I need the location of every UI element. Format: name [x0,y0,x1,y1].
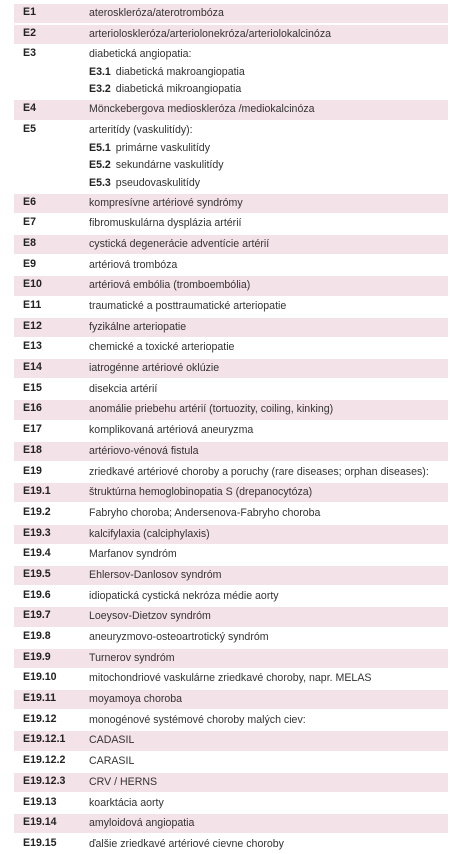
table-row [14,731,448,750]
table-row [14,587,448,606]
row-description [87,752,448,771]
table-row [14,380,448,399]
sub-item-text: primárne vaskulitídy [115,141,210,154]
row-description-text: cystická degenerácie adventície artérií [89,237,270,250]
row-code: E9 [23,257,36,270]
row-description-text: arteritídy (vaskulitídy): [89,124,193,137]
sub-item-text: sekundárne vaskulitídy [115,159,224,172]
row-code: E19.12.1 [23,733,66,746]
table-row [14,690,448,709]
row-description-text: kalcifylaxia (calciphylaxis) [89,527,210,540]
row-description-text: anomálie priebehu artérií (tortuozity, coiling, kinking) [89,403,334,416]
table-row [14,463,448,482]
table-row [14,504,448,523]
row-description-text: štruktúrna hemoglobinopatia S (drepanocytóza) [89,486,313,499]
row-code: E19.13 [23,795,57,808]
row-description-text: aneuryzmovo-osteoartrotický syndróm [89,631,269,643]
table-row [14,235,448,254]
row-code: E19.5 [23,567,51,580]
row-description [87,235,448,254]
row-description [87,380,448,399]
row-code: E19.1 [23,485,51,498]
row-code: E14 [23,361,42,374]
row-code: E19.14 [23,816,57,829]
table-row [14,483,448,502]
table-row [14,442,448,461]
row-description-text: Turnerov syndróm [89,651,175,664]
row-description-text: fibromuskulárna dysplázia artérií [89,217,242,230]
table-row [14,400,448,419]
row-description [87,256,448,275]
row-description [87,276,448,295]
row-description [87,483,448,502]
table-row [14,814,448,833]
row-code: E10 [23,278,42,291]
table-row [14,752,448,771]
row-code: E15 [23,381,42,394]
table-row [14,297,448,316]
row-code: E13 [23,340,42,353]
row-description-text: amyloidová angiopatia [89,817,195,830]
sub-item-text: diabetická mikroangiopatia [115,83,242,96]
row-description [87,669,448,688]
table-row [14,607,448,626]
row-description [87,835,448,854]
row-description-text: mitochondriové vaskulárne zriedkavé choroby, napr. MELAS [89,672,372,685]
row-description [87,400,448,419]
row-description [87,121,448,192]
row-description-text: koarktácia aorty [89,796,164,809]
row-description [87,566,448,585]
row-description [87,607,448,626]
row-description-text: Fabryho choroba; Andersenova-Fabryho choroba [89,506,321,519]
row-description-text: diabetická angiopatia: [89,48,192,61]
row-description [87,25,448,44]
row-description [87,338,448,357]
table-row [14,566,448,585]
row-description [87,587,448,606]
row-code: E6 [23,195,36,208]
table-row [14,545,448,564]
row-description-text: CARASIL [89,755,135,768]
row-description-text: zriedkavé artériové choroby a poruchy (rare diseases; orphan diseases): [89,465,429,478]
row-description-text: ateroskleróza/aterotrombóza [89,7,224,19]
row-description [87,442,448,461]
row-description [87,690,448,709]
row-code: E19.12.2 [23,754,66,767]
sub-item-text: diabetická makroangiopatia [115,65,245,78]
table-row [14,525,448,544]
row-description [87,794,448,813]
row-code: E19.7 [23,609,51,622]
row-description [87,421,448,440]
row-description [87,545,448,564]
table-row [14,276,448,295]
sub-item-code: E5.3 [89,176,111,189]
row-description [87,463,448,482]
row-description [87,297,448,316]
table-row [14,194,448,213]
row-description [87,731,448,750]
row-code: E12 [23,319,42,332]
row-code: E19.15 [23,836,57,849]
row-description [87,45,448,99]
table-row [14,359,448,378]
row-code: E19.11 [23,692,56,705]
row-code: E19.12 [23,712,57,725]
table-row [14,4,448,23]
row-description-text: kompresívne artériové syndrómy [89,196,243,209]
row-description-text: CADASIL [89,734,135,747]
row-code: E19.2 [23,505,51,518]
row-description-text: CRV / HERNS [89,775,158,788]
row-description [87,814,448,833]
row-code: E3 [23,47,36,60]
row-description [87,214,448,233]
sub-item [89,64,448,82]
row-description-text: artériovo-vénová fistula [89,444,199,457]
row-code: E1 [23,6,36,18]
row-description [87,318,448,337]
table-row [14,25,448,44]
row-code: E7 [23,216,36,229]
row-description [87,100,448,119]
table-row [14,669,448,688]
table-row [14,100,448,119]
sub-item [89,140,448,158]
row-description-text: fyzikálne arteriopatie [89,320,187,333]
row-code: E8 [23,236,36,249]
row-code: E19.8 [23,630,51,642]
sub-item [89,175,448,193]
row-description-text: komplikovaná artériová aneuryzma [89,424,254,437]
row-description [87,194,448,213]
row-code: E19.3 [23,526,51,539]
row-code: E19.12.3 [23,774,66,787]
row-code: E19.9 [23,650,51,663]
row-code: E19.6 [23,588,51,601]
row-description-text: artériová trombóza [89,258,178,271]
row-description-text: ďalšie zriedkavé artériové cievne choroby [89,837,284,850]
row-description-text: Mönckebergova medioskleróza /mediokalcinóza [89,103,315,116]
row-description-text: disekcia artérií [89,382,158,395]
row-description-text: idiopatická cystická nekróza médie aorty [89,589,279,602]
sub-item-code: E5.1 [89,141,111,154]
row-description-text: Marfanov syndróm [89,548,177,561]
sub-item-code: E3.2 [89,83,111,96]
table-row [14,711,448,730]
row-description [87,525,448,544]
row-description-text: chemické a toxické arteriopatie [89,341,235,354]
table-row [14,421,448,440]
row-description-text: monogénové systémové choroby malých ciev: [89,713,306,726]
row-description [87,649,448,668]
row-description [87,504,448,523]
row-description [87,4,448,23]
sub-item-code: E5.2 [89,159,111,172]
row-description-text: iatrogénne artériové oklúzie [89,362,220,375]
row-description-text: Loeysov-Dietzov syndróm [89,610,211,623]
row-description [87,628,448,647]
row-description-text: arterioloskleróza/arteriolonekróza/arteriolokalcinóza [89,27,332,40]
table-row [14,45,448,99]
row-code: E19 [23,464,42,477]
table-row [14,649,448,668]
row-description-text: moyamoya choroba [89,693,183,706]
table-row [14,628,448,647]
row-description-text: traumatické a posttraumatické arteriopatie [89,300,287,312]
table-row [14,214,448,233]
classification-table [14,4,448,854]
row-code: E17 [23,423,42,436]
table-row [14,318,448,337]
row-code: E16 [23,402,42,415]
row-code: E2 [23,26,36,39]
row-description-text: Ehlersov-Danlosov syndróm [89,568,222,581]
row-description [87,359,448,378]
row-description [87,711,448,730]
row-description-text: artériová embólia (tromboembólia) [89,279,251,292]
row-code: E11 [23,299,42,311]
table-row [14,835,448,854]
row-code: E18 [23,443,42,456]
table-row [14,773,448,792]
row-code: E4 [23,102,36,115]
sub-item [89,157,448,175]
sub-item-code: E3.1 [89,65,111,78]
table-row [14,256,448,275]
table-row [14,338,448,357]
table-row [14,121,448,192]
row-code: E5 [23,123,36,136]
row-description [87,773,448,792]
sub-item-text: pseudovaskulitídy [115,176,201,189]
row-code: E19.10 [23,671,57,684]
sub-item [89,81,448,99]
row-code: E19.4 [23,547,51,560]
table-row [14,794,448,813]
